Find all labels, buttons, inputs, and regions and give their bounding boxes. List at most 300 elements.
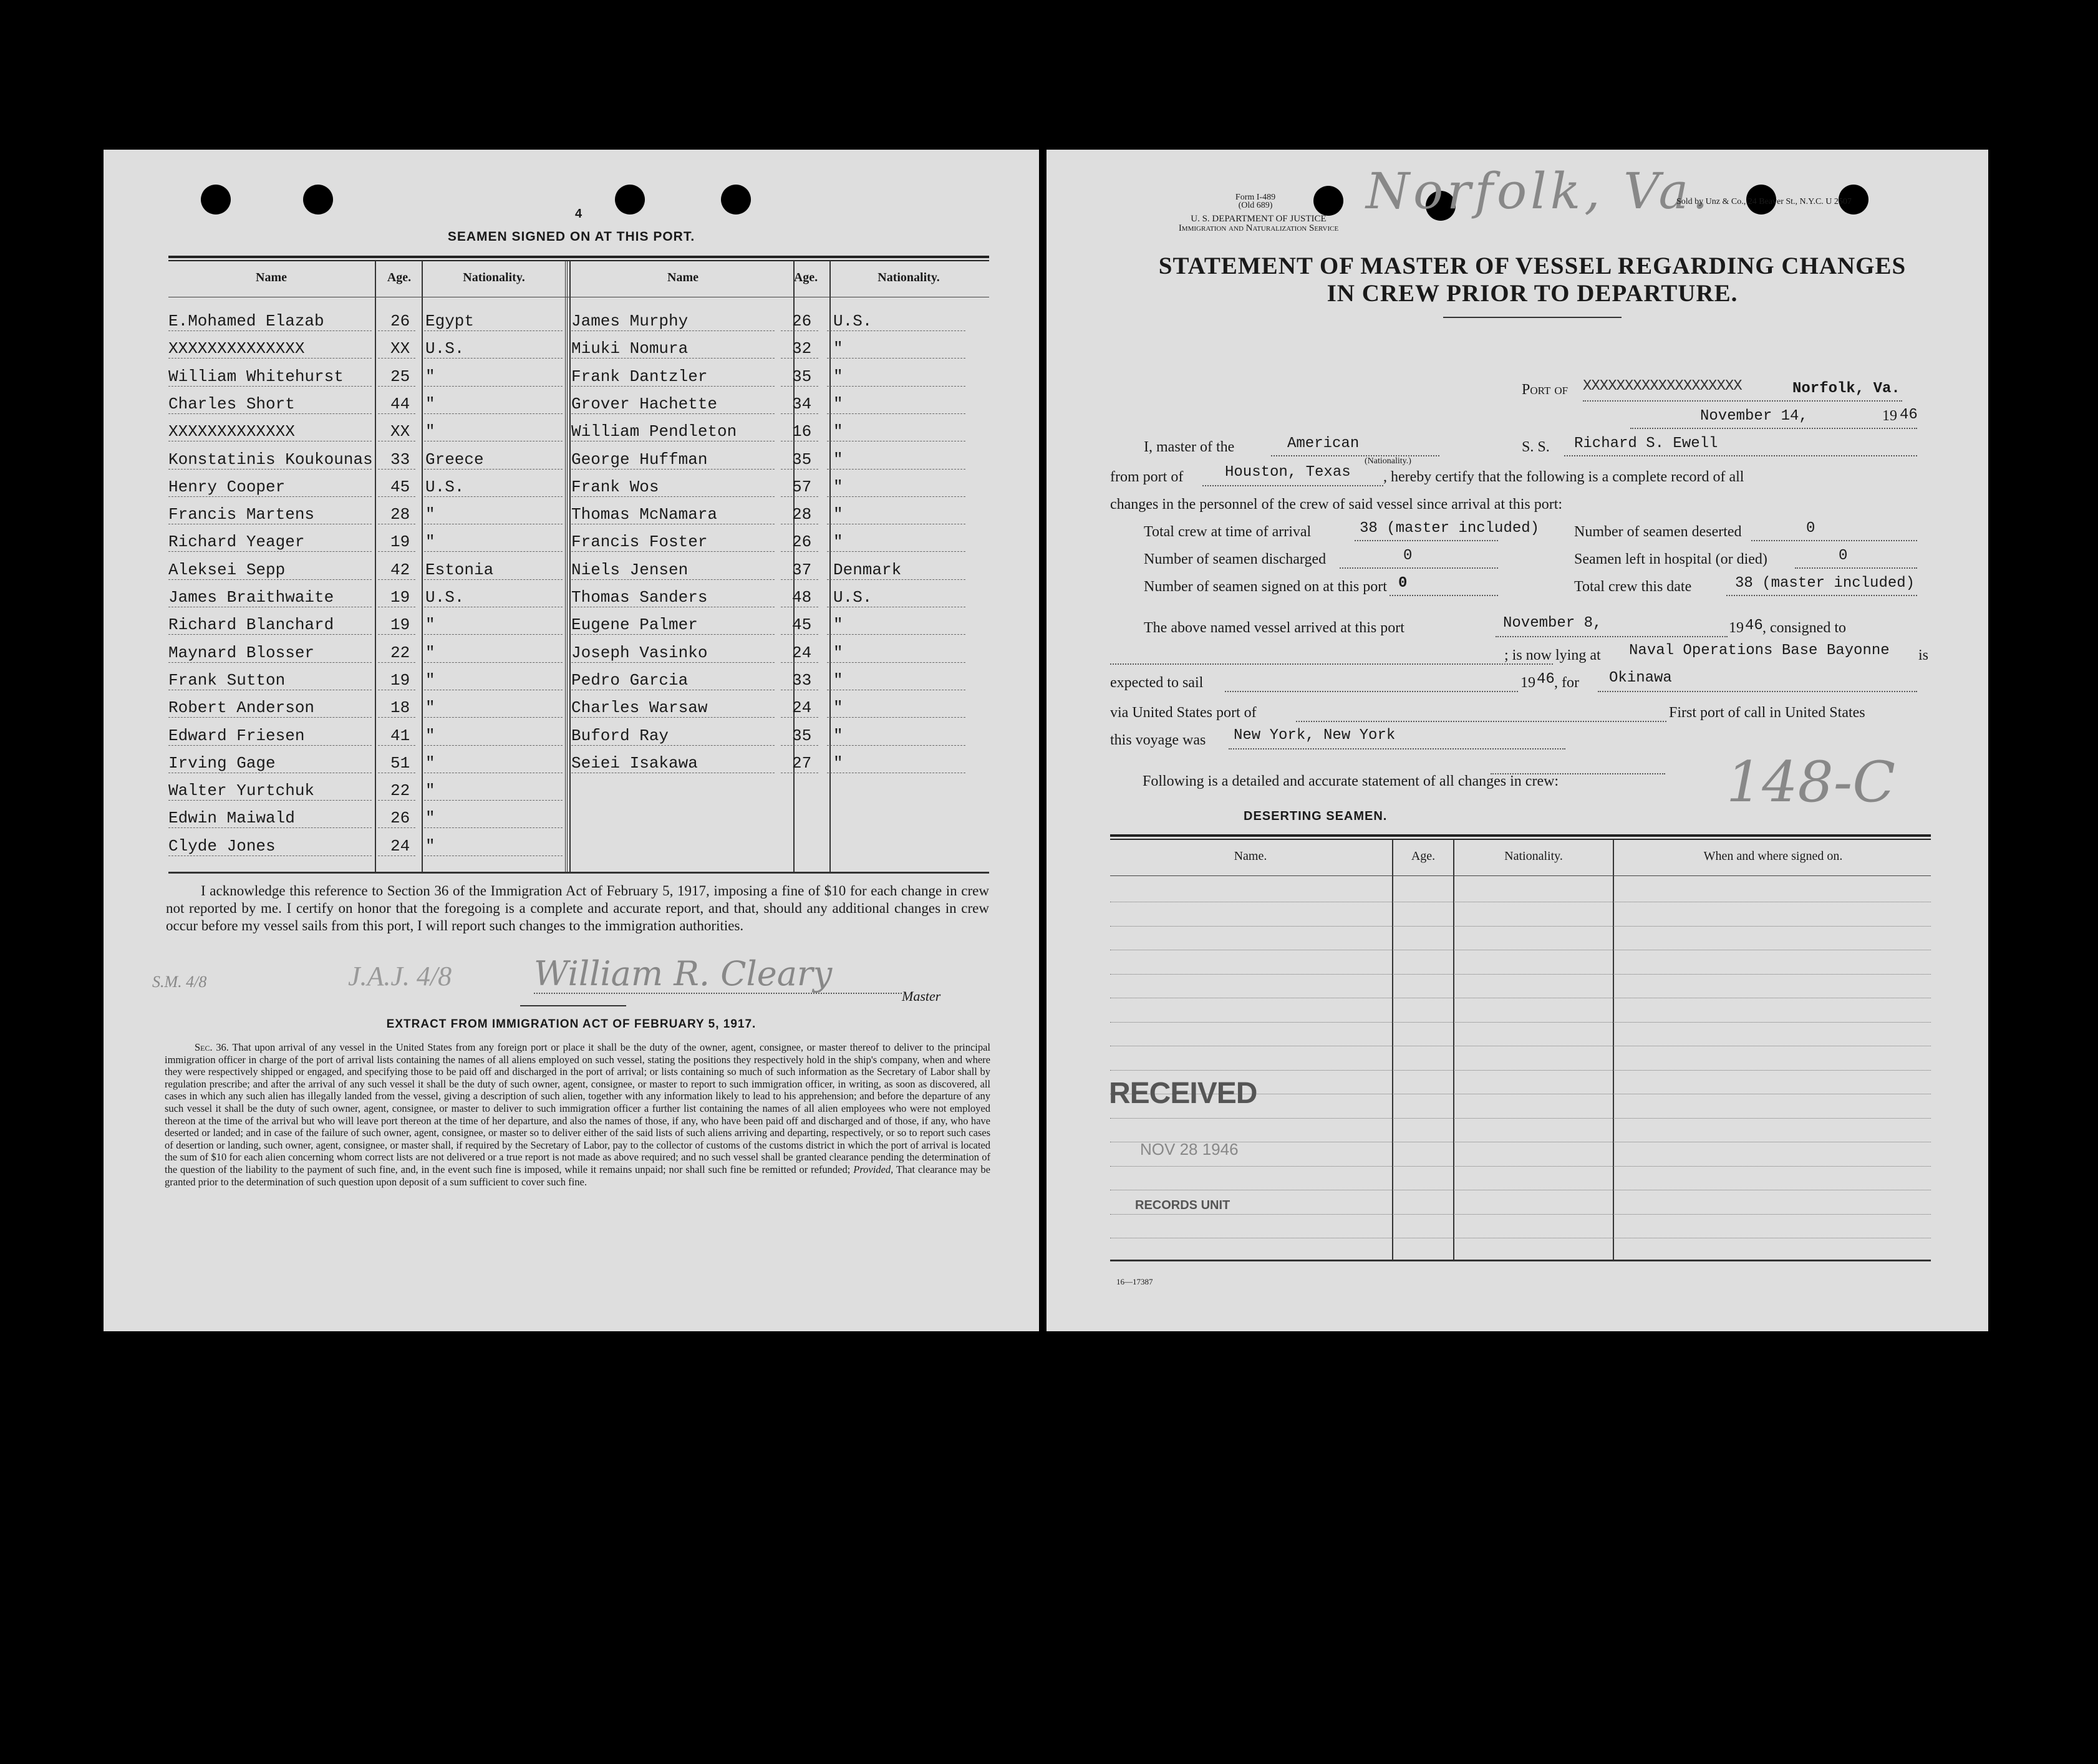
seaman-nationality: ": [425, 367, 435, 386]
table-row: [168, 691, 568, 718]
table-row: [168, 360, 568, 387]
row-rule: [424, 358, 563, 359]
section-label: Sec. 36.: [195, 1041, 229, 1053]
seaman-name: Niels Jensen: [571, 560, 689, 579]
row-rule: [378, 717, 415, 718]
seaman-name: Charles Warsaw: [571, 698, 708, 718]
row-rule: [378, 745, 415, 746]
expected-text: expected to sail: [1110, 675, 1204, 691]
seaman-nationality: ": [833, 450, 843, 469]
master-of-the-label: I, master of the: [1144, 439, 1235, 455]
fill-line: [1390, 595, 1498, 596]
seaman-age: 19: [390, 670, 410, 690]
seaman-nationality: ": [425, 422, 435, 441]
row-rule: [168, 469, 372, 470]
row-rule: [378, 413, 415, 414]
extract-title: EXTRACT FROM IMMIGRATION ACT OF FEBRUARY 5, 1917.: [386, 1018, 757, 1031]
table-row: [571, 636, 970, 663]
table-top-rule: [1110, 839, 1931, 840]
seaman-age: 16: [792, 422, 812, 441]
seaman-name: Robert Anderson: [168, 698, 315, 718]
seaman-nationality: ": [833, 422, 843, 441]
row-rule: [424, 579, 563, 580]
seaman-name: Frank Sutton: [168, 670, 286, 690]
seaman-name: Eugene Palmer: [571, 615, 698, 635]
seaman-age: 19: [390, 533, 410, 552]
seaman-name: Konstatinis Koukounas: [168, 450, 373, 469]
row-rule: [781, 469, 818, 470]
seaman-name: E.Mohamed Elazab: [168, 312, 324, 330]
lying-value: Naval Operations Base Bayonne: [1629, 642, 1890, 659]
from-port-line: [1202, 485, 1383, 486]
voyage-text: this voyage was: [1110, 732, 1206, 748]
seaman-age: 26: [792, 533, 812, 552]
seaman-age: 28: [792, 505, 812, 524]
row-rule: [571, 469, 775, 470]
col-divider: [569, 261, 571, 872]
year-value: 46: [1900, 407, 1918, 423]
table-top-rule: [168, 260, 989, 261]
row-rule: [424, 330, 563, 331]
arrived-year: 46: [1745, 617, 1763, 634]
seaman-age: 28: [390, 505, 410, 524]
table-row: [168, 608, 568, 635]
blank-row-rule: [1110, 1070, 1931, 1071]
table-row: [571, 525, 970, 552]
consigned-text: , consigned to: [1762, 620, 1846, 636]
hospital-label: Seamen left in hospital (or died): [1574, 551, 1767, 567]
file-number: 148-C: [1726, 749, 1896, 815]
row-rule: [168, 579, 372, 580]
seaman-name: Richard Blanchard: [168, 615, 334, 635]
row-rule: [827, 551, 965, 552]
seaman-nationality: ": [425, 394, 435, 413]
seaman-name: XXXXXXXXXXXXX: [168, 422, 295, 441]
row-rule: [571, 386, 775, 387]
signed-on-value: 0: [1398, 575, 1408, 592]
fill-line: [1751, 540, 1917, 541]
fill-line: [1296, 721, 1666, 722]
total-crew-arrival-value: 38 (master included): [1360, 520, 1540, 537]
footer-code: 16—17387: [1116, 1277, 1153, 1286]
row-rule: [168, 745, 372, 746]
seaman-name: Pedro Garcia: [571, 670, 689, 690]
blank-row-rule: [1110, 1022, 1931, 1023]
table-row: [168, 525, 568, 552]
row-rule: [378, 358, 415, 359]
row-rule: [168, 634, 372, 635]
signature-line: [534, 993, 902, 994]
seaman-name: Charles Short: [168, 394, 295, 413]
row-rule: [571, 717, 775, 718]
seaman-nationality: ": [425, 533, 435, 552]
row-rule: [827, 496, 965, 497]
seaman-age: 42: [390, 560, 410, 579]
table-row: [571, 332, 970, 359]
seaman-age: 27: [792, 753, 812, 773]
seaman-nationality: ": [425, 615, 435, 635]
seaman-name: Buford Ray: [571, 726, 669, 745]
seaman-age: 18: [390, 698, 410, 718]
table-row: [168, 304, 568, 332]
fill-line: [1110, 663, 1553, 665]
seaman-age: 35: [792, 726, 812, 745]
seaman-name: Miuki Nomura: [571, 339, 689, 359]
seaman-age: 32: [792, 339, 812, 359]
title-line-2: IN CREW PRIOR TO DEPARTURE.: [1327, 280, 1738, 307]
table-row: [168, 581, 568, 608]
row-rule: [378, 469, 415, 470]
row-rule: [168, 358, 372, 359]
row-rule: [571, 579, 775, 580]
seaman-name: Maynard Blosser: [168, 643, 315, 662]
ss-label: S. S.: [1522, 439, 1550, 455]
table-row: [571, 719, 970, 746]
table-row: [168, 774, 568, 801]
seaman-age: XX: [390, 422, 410, 441]
blank-row-rule: [1110, 1118, 1931, 1119]
seaman-nationality: U.S.: [833, 312, 873, 330]
divider: [520, 1005, 626, 1006]
punch-hole: [303, 185, 333, 214]
seaman-nationality: U.S.: [833, 588, 873, 607]
row-rule: [571, 745, 775, 746]
seaman-nationality: ": [833, 670, 843, 690]
seaman-nationality: ": [425, 809, 435, 828]
blank-row-rule: [1110, 1166, 1931, 1167]
seaman-age: 37: [792, 560, 812, 579]
form-header: [1193, 193, 1318, 210]
row-rule: [378, 855, 415, 856]
row-rule: [378, 579, 415, 580]
row-rule: [781, 551, 818, 552]
row-rule: [571, 634, 775, 635]
received-stamp: RECEIVED: [1109, 1077, 1257, 1110]
seaman-nationality: ": [833, 533, 843, 552]
seaman-name: Frank Dantzler: [571, 367, 708, 386]
row-rule: [424, 496, 563, 497]
fill-line: [1229, 748, 1565, 749]
seaman-age: 26: [792, 312, 812, 330]
seaman-age: XX: [390, 339, 410, 359]
port-line: [1583, 400, 1902, 402]
table-row: [168, 553, 568, 581]
row-rule: [424, 717, 563, 718]
initials: J.A.J. 4/8: [348, 961, 452, 991]
seaman-age: 26: [390, 809, 410, 828]
nationality-line: [1271, 455, 1439, 456]
seaman-name: George Huffman: [571, 450, 708, 469]
seaman-nationality: ": [833, 726, 843, 745]
seaman-name: William Pendleton: [571, 422, 737, 441]
seaman-nationality: ": [833, 394, 843, 413]
deserting-title: DESERTING SEAMEN.: [1244, 809, 1388, 823]
row-rule: [827, 717, 965, 718]
form-old-number: (Old 689): [1238, 201, 1273, 210]
acknowledgement: I acknowledge this reference to Section 36 of the Immigration Act of February 5, 1917, imposing a fine of $10 for each change in crew not reported by me. I certify on honor that the foregoing is a complete and accurate report, and that, should any additional changes in crew occur before my vessel sails from this port, I will report such changes to the immigration authorities.: [166, 883, 989, 933]
section-provided: Provided,: [853, 1163, 894, 1175]
first-port-text: First port of call in United States: [1669, 705, 1865, 721]
seaman-age: 57: [792, 477, 812, 496]
seaman-nationality: ": [425, 698, 435, 718]
master-signature: William R. Cleary: [534, 954, 833, 993]
seaman-nationality: Greece: [425, 450, 484, 469]
seaman-nationality: ": [833, 505, 843, 524]
sold-by-note: Sold by Unz & Co., 24 Beaver St., N.Y.C. U 2507: [1676, 197, 1852, 206]
col-header-age: Age.: [1411, 849, 1436, 863]
table-row: [168, 415, 568, 442]
records-unit-stamp: RECORDS UNIT: [1135, 1198, 1230, 1212]
seaman-nationality: ": [833, 698, 843, 718]
table-row: [571, 470, 970, 498]
row-rule: [424, 827, 563, 828]
row-rule: [424, 469, 563, 470]
row-rule: [781, 413, 818, 414]
col-divider: [1613, 839, 1614, 1261]
row-rule: [378, 800, 415, 801]
voyage-value: New York, New York: [1234, 727, 1396, 744]
section-body: That upon arrival of any vessel in the United States from any foreign port or place it shall be the duty of the owner, agent, consignee, or master thereof to deliver to the principal immigration officer in charge of the port of arrival lists containing the names of all aliens employed on such vessel, stating the positions they respectively hold in the ship's company, when and where they were respectively shipped or engaged, and specifying those to be paid off and discharged in the port of arrival; or lists containing so much of such information as the Secretary of Labor shall by regulation prescribe; and after the arrival of any such vessel it shall be the duty of such owner, agent, consignee, or master to report to such immigration officer, in writing, as soon as discovered, all cases in which any such alien has illegally landed from the vessel, giving a description of such alien, together with any information likely to lead to his apprehension; and before the departure of any such vessel it shall be the duty of such owner, agent, consignee, or master to deliver to such immigration officer a further list containing the names of all alien employees who were not employed thereon at the time of the arrival but who will leave port thereon at the time of her departure, and also the names of those, if any, who have been paid off and discharged and of those, if any, who have deserted or landed; and in case of the failure of such owner, agent, consignee, or master so to deliver either of the said lists of such aliens arriving and departing, respectively, or so to report such cases of desertion or landing, such owner, agent, consignee, or master shall, if required by the Secretary of Labor, pay to the collector of customs of the customs district in which the port of arrival is located the sum of $10 for each alien concerning whom correct lists are not delivered or a true report is not made as above required; and no such vessel shall be granted clearance pending the determination of the question of the liability to the payment of such fine, and, in the event such fine is imposed, while it remains unpaid; nor shall such fine be remitted or refunded;: [165, 1041, 991, 1175]
row-rule: [378, 662, 415, 663]
row-rule: [168, 855, 372, 856]
row-rule: [424, 855, 563, 856]
row-rule: [571, 330, 775, 331]
sail-year: 46: [1537, 671, 1555, 688]
col-header-name-2: Name: [667, 271, 699, 284]
seaman-name: William Whitehurst: [168, 367, 344, 386]
table-bottom-rule: [1110, 1260, 1931, 1261]
form-number: Form I-489: [1235, 193, 1276, 202]
department-header: [1121, 214, 1396, 233]
table-row: [168, 636, 568, 663]
seaman-name: XXXXXXXXXXXXXX: [168, 339, 305, 359]
seaman-name: Joseph Vasinko: [571, 643, 708, 662]
year-prefix-3: 19: [1520, 675, 1535, 691]
row-rule: [781, 496, 818, 497]
row-rule: [781, 579, 818, 580]
seaman-nationality: Estonia: [425, 560, 494, 579]
arrived-value: November 8,: [1503, 615, 1602, 632]
discharged-label: Number of seamen discharged: [1144, 551, 1327, 567]
table-row: [571, 608, 970, 635]
table-row: [168, 443, 568, 470]
seaman-name: Thomas McNamara: [571, 505, 718, 524]
discharged-value: 0: [1403, 547, 1413, 564]
table-row: [571, 553, 970, 581]
row-rule: [424, 800, 563, 801]
seaman-name: Thomas Sanders: [571, 588, 708, 607]
seaman-nationality: U.S.: [425, 588, 465, 607]
seaman-nationality: Denmark: [833, 560, 902, 579]
seaman-nationality: Egypt: [425, 312, 475, 330]
row-rule: [424, 386, 563, 387]
deserting-table: [1110, 834, 1931, 1262]
row-rule: [781, 358, 818, 359]
master-caption: Master: [902, 988, 941, 1004]
total-crew-arrival-label: Total crew at time of arrival: [1144, 524, 1312, 540]
seaman-name: Francis Foster: [571, 533, 708, 552]
certify-text: , hereby certify that the following is a complete record of all: [1383, 469, 1744, 485]
table-bottom-rule: [168, 872, 989, 874]
seaman-name: James Murphy: [571, 312, 689, 330]
row-rule: [168, 386, 372, 387]
total-crew-date-label: Total crew this date: [1574, 579, 1692, 595]
row-rule: [168, 800, 372, 801]
col-header-nationality: Nationality.: [463, 271, 525, 284]
seaman-name: Richard Yeager: [168, 533, 305, 552]
arrived-text: The above named vessel arrived at this port: [1144, 620, 1404, 636]
row-rule: [424, 551, 563, 552]
seaman-age: 22: [390, 643, 410, 662]
received-stamp-date: NOV 28 1946: [1140, 1140, 1239, 1159]
row-rule: [168, 413, 372, 414]
col-header-when-where: When and where signed on.: [1703, 849, 1843, 863]
seaman-age: 25: [390, 367, 410, 386]
seaman-age: 24: [390, 836, 410, 855]
deserted-label: Number of seamen deserted: [1574, 524, 1742, 540]
destination-value: Okinawa: [1609, 670, 1672, 687]
table-row: [168, 829, 568, 857]
table-top-rule: [168, 256, 989, 258]
left-page: [104, 150, 1039, 1331]
col-header-age-2: Age.: [793, 271, 818, 284]
seaman-name: Edward Friesen: [168, 726, 305, 745]
vessel-line: [1564, 455, 1917, 456]
col-divider: [1392, 839, 1393, 1261]
punch-hole: [1313, 186, 1343, 216]
table-row: [571, 691, 970, 718]
col-header-age: Age.: [387, 271, 412, 284]
seaman-name: Clyde Jones: [168, 836, 276, 855]
seaman-name: Francis Martens: [168, 505, 315, 524]
table-row: [168, 498, 568, 525]
seaman-nationality: ": [833, 753, 843, 773]
table-row: [571, 304, 970, 332]
blank-row-rule: [1110, 974, 1931, 975]
seaman-age: 33: [390, 450, 410, 469]
row-rule: [827, 413, 965, 414]
seaman-age: 19: [390, 588, 410, 607]
punch-hole: [615, 185, 645, 214]
seaman-age: 48: [792, 588, 812, 607]
row-rule: [827, 662, 965, 663]
table-row: [168, 332, 568, 359]
seaman-nationality: U.S.: [425, 339, 465, 359]
lying-text: ; is now lying at: [1504, 647, 1601, 663]
row-rule: [424, 413, 563, 414]
seaman-age: 33: [792, 670, 812, 690]
fill-line: [1340, 567, 1498, 569]
row-rule: [827, 634, 965, 635]
col-header-name: Name.: [1234, 849, 1267, 863]
port-struck: XXXXXXXXXXXXXXXXXXX: [1583, 378, 1742, 395]
table-top-rule: [1110, 834, 1931, 837]
seaman-name: Grover Hachette: [571, 394, 718, 413]
table-row: [571, 360, 970, 387]
row-rule: [781, 745, 818, 746]
row-rule: [378, 386, 415, 387]
row-rule: [781, 717, 818, 718]
year-prefix: 19: [1882, 408, 1897, 424]
date-line: [1630, 428, 1917, 429]
title-rule: [1443, 317, 1622, 318]
row-rule: [571, 662, 775, 663]
seaman-age: 45: [390, 477, 410, 496]
seaman-age: 45: [792, 615, 812, 635]
seaman-age: 26: [390, 312, 410, 330]
row-rule: [827, 386, 965, 387]
row-rule: [827, 745, 965, 746]
seaman-nationality: U.S.: [425, 477, 465, 496]
row-rule: [571, 413, 775, 414]
seaman-name: Irving Gage: [168, 753, 276, 773]
section-36-text: [165, 1041, 990, 1188]
seaman-nationality: ": [833, 339, 843, 359]
from-port-label: from port of: [1110, 469, 1184, 485]
row-rule: [424, 662, 563, 663]
right-page: [1047, 150, 1988, 1331]
deserted-value: 0: [1806, 520, 1815, 537]
col-header-nationality-2: Nationality.: [877, 271, 940, 284]
table-row: [571, 663, 970, 691]
row-rule: [781, 662, 818, 663]
row-rule: [571, 551, 775, 552]
table-row: [168, 746, 568, 774]
signed-on-label: Number of seamen signed on at this port: [1144, 579, 1387, 595]
fill-line: [1726, 595, 1917, 596]
table-row: [168, 387, 568, 415]
fill-line: [1355, 540, 1498, 541]
seaman-nationality: ": [425, 670, 435, 690]
seaman-nationality: ": [425, 726, 435, 745]
title-line-1: STATEMENT OF MASTER OF VESSEL REGARDING CHANGES: [1158, 253, 1907, 279]
row-rule: [424, 634, 563, 635]
total-crew-date-value: 38 (master included): [1735, 575, 1915, 592]
table-row: [168, 470, 568, 498]
col-header-name: Name: [256, 271, 287, 284]
row-rule: [168, 717, 372, 718]
row-rule: [168, 496, 372, 497]
seaman-age: 24: [792, 643, 812, 662]
table-row: [571, 498, 970, 525]
seaman-age: 19: [390, 615, 410, 635]
seaman-age: 24: [792, 698, 812, 718]
table-row: [571, 581, 970, 608]
fill-line: [1496, 636, 1728, 637]
year-prefix-2: 19: [1729, 620, 1744, 636]
row-rule: [424, 745, 563, 746]
row-rule: [168, 330, 372, 331]
row-rule: [378, 634, 415, 635]
seaman-nationality: ": [425, 781, 435, 801]
for-text: , for: [1554, 675, 1579, 691]
row-rule: [378, 496, 415, 497]
seaman-name: Aleksei Sepp: [168, 560, 286, 579]
date-value: November 14,: [1700, 408, 1808, 425]
seaman-nationality: ": [833, 615, 843, 635]
port-label: Port of: [1522, 382, 1569, 398]
seaman-nationality: ": [425, 753, 435, 773]
blank-row-rule: [1110, 1214, 1931, 1215]
statement-title: [1113, 253, 1952, 307]
row-rule: [827, 358, 965, 359]
seaman-name: Seiei Isakawa: [571, 753, 698, 773]
seaman-name: Henry Cooper: [168, 477, 286, 496]
is-text: is: [1918, 647, 1929, 663]
table-row: [571, 387, 970, 415]
row-rule: [378, 827, 415, 828]
seaman-name: Edwin Maiwald: [168, 809, 295, 828]
